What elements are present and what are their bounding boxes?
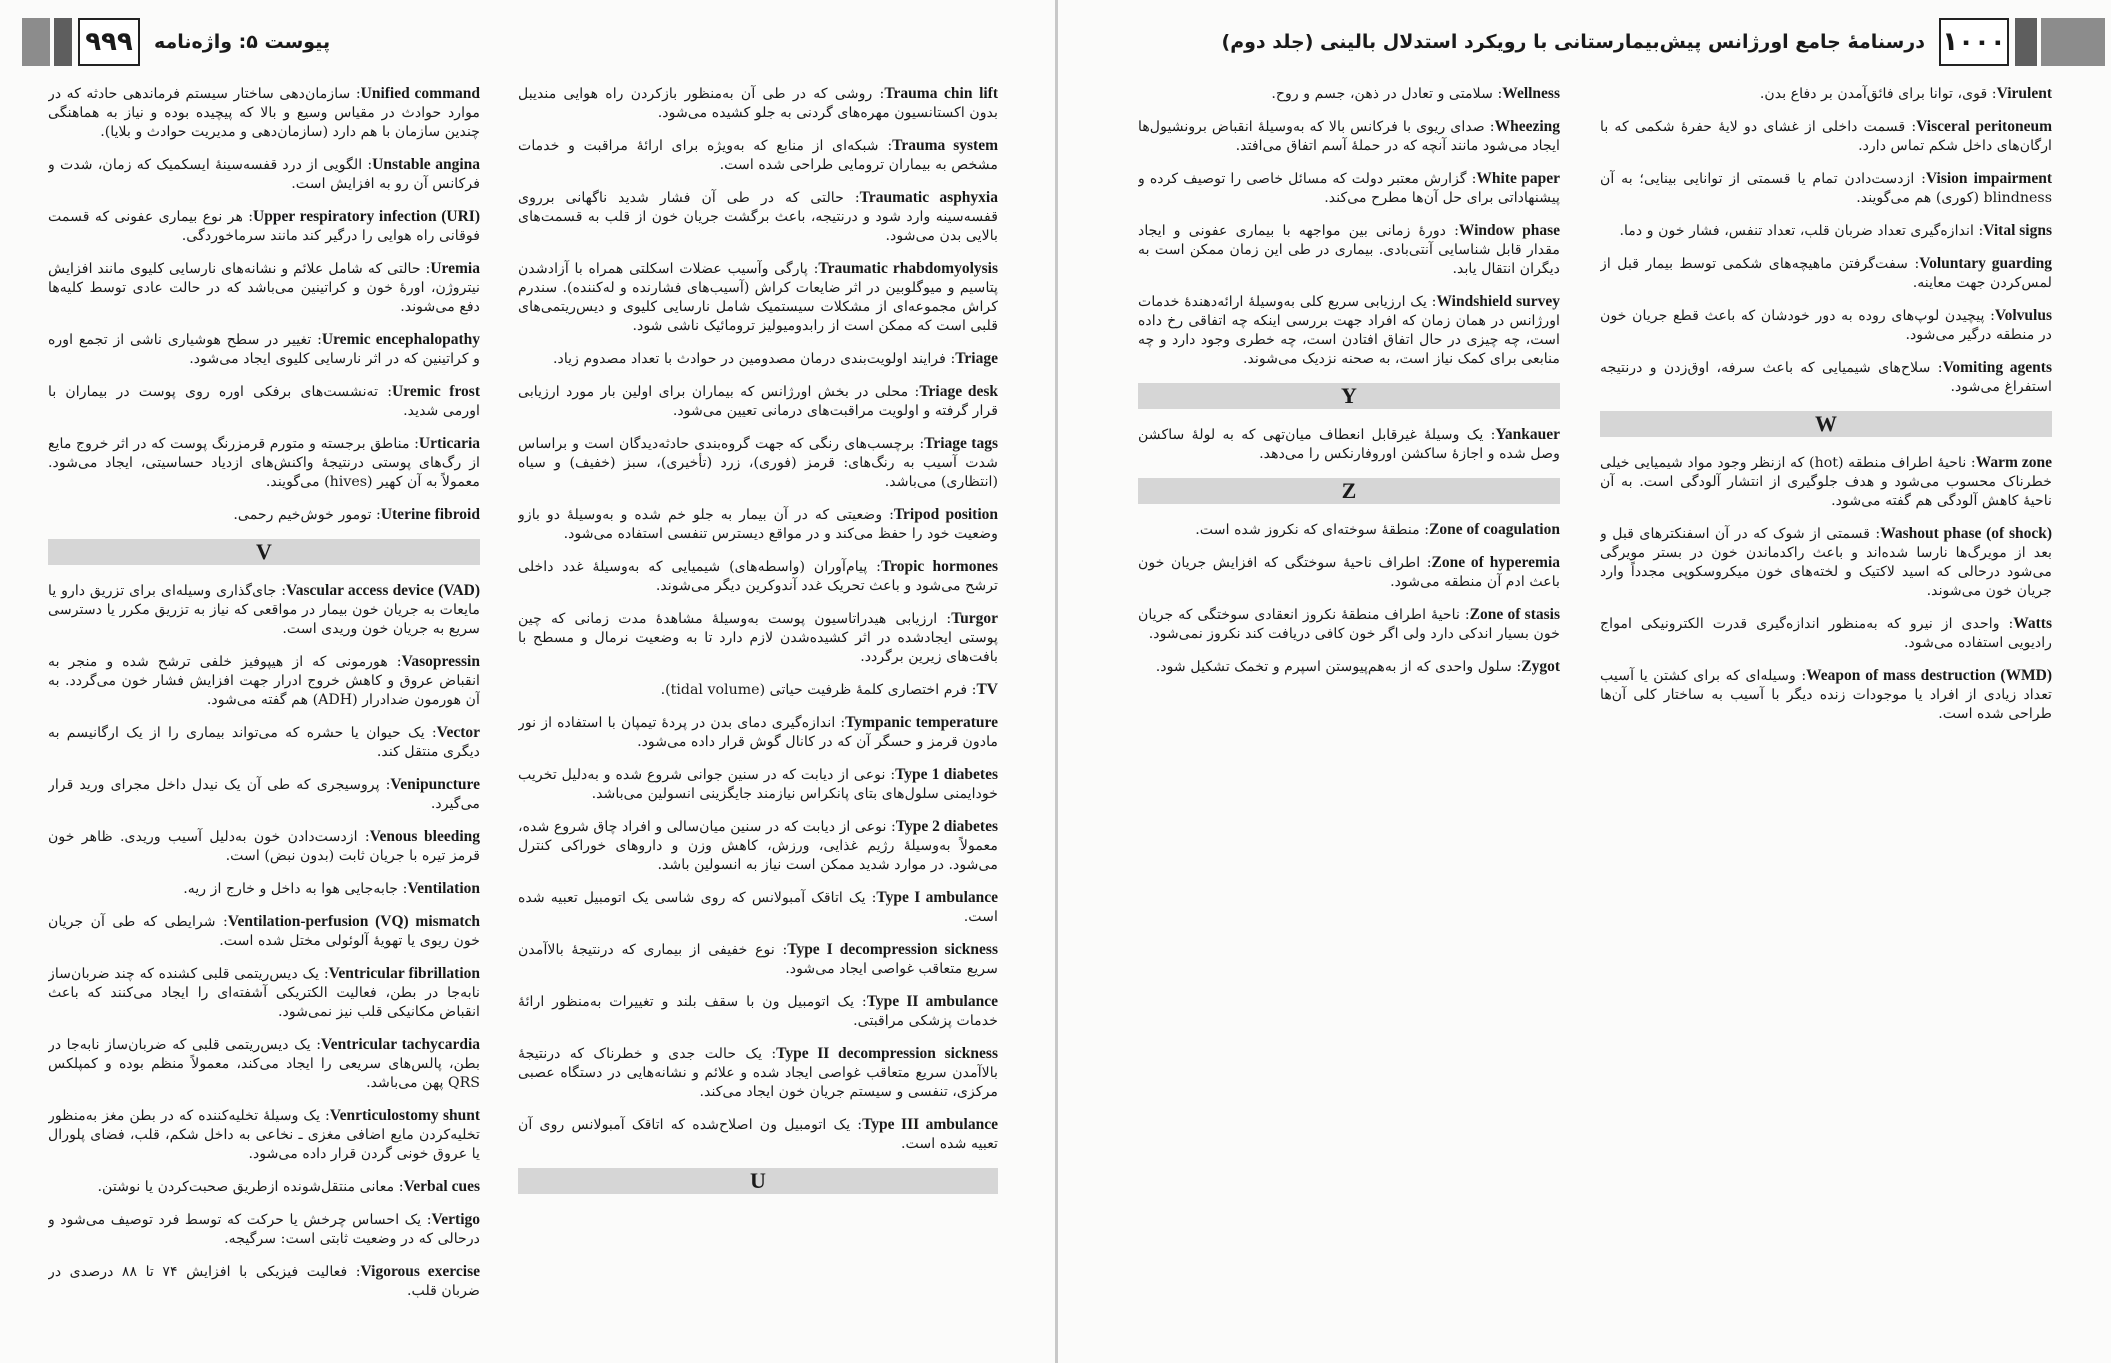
term-colon: :	[1446, 223, 1459, 239]
glossary-term: TV	[976, 681, 998, 698]
glossary-entry	[1600, 117, 2052, 156]
term-colon: :	[1973, 223, 1984, 239]
glossary-term: Window phase	[1458, 222, 1560, 239]
glossary-definition: شرایطی که طی آن جریان خون ریوی یا تهویهٔ آلوئولی مختل شده است.	[48, 914, 480, 949]
glossary-entry	[48, 382, 480, 421]
term-colon: :	[398, 881, 408, 897]
glossary-term: Type II decompression sickness	[776, 1045, 998, 1062]
glossary-entry	[48, 207, 480, 246]
glossary-term: Voluntary guarding	[1919, 255, 2052, 272]
glossary-term: Triage tags	[924, 435, 998, 452]
right-page-header	[1222, 18, 2105, 66]
glossary-entry	[48, 581, 480, 639]
glossary-entry	[1600, 666, 2052, 724]
glossary-definition: قسمت داخلی از غشای دو لایهٔ حفرهٔ شکمی که با ارگان‌های داخل شکم تماس دارد.	[1600, 119, 2052, 154]
term-colon: :	[424, 725, 437, 741]
glossary-definition: الگویی از درد قفسه‌سینهٔ ایسکمیک که زمان، شدت و فرکانس آن رو به افزایش است.	[48, 157, 480, 192]
glossary-definition: روشی که در طی آن به‌منظور بازکردن راه هوایی مندیبل بدون اکستانسیون مهره‌های گردنی به جلو کشیده می‌شود.	[518, 86, 998, 121]
glossary-entry	[518, 188, 998, 246]
glossary-definition: تومور خوش‌خیم رحمی.	[233, 507, 372, 523]
glossary-term: Tympanic temperature	[845, 714, 998, 731]
term-colon: :	[1999, 616, 2014, 632]
glossary-term: Type III ambulance	[862, 1116, 998, 1133]
glossary-definition: یک اتومبیل ون با سقف بلند و تغییرات به‌منظور ارائهٔ خدمات پزشکی مراقبتی.	[518, 994, 998, 1029]
glossary-term: Type II ambulance	[866, 993, 998, 1010]
glossary-definition: یک دیس‌ریتمی قلبی که ضربان‌ساز نابه‌جا در بطن، پالس‌های سریعی را ایجاد می‌کند، معمولاً منظم بوده و کمپلکس QRS پهن می‌باشد.	[48, 1037, 480, 1091]
glossary-term: Windshield survey	[1436, 293, 1560, 310]
glossary-definition: یک اتومبیل ون اصلاح‌شده که اتاقک آمبولانس روی آن تعبیه شده است.	[518, 1117, 998, 1152]
term-colon: :	[409, 436, 419, 452]
glossary-definition: جابه‌جایی هوا به داخل و خارج از ریه.	[183, 881, 399, 897]
glossary-entry	[48, 1262, 480, 1301]
glossary-term: Unstable angina	[372, 156, 480, 173]
glossary-entry	[1600, 254, 2052, 293]
glossary-entry	[48, 259, 480, 317]
glossary-definition: قوی، توانا برای فائق‌آمدن بر دفاع بدن.	[1759, 86, 1988, 102]
term-colon: :	[242, 209, 254, 225]
right-page	[1058, 0, 2111, 1363]
term-colon: :	[1905, 119, 1917, 135]
glossary-definition: گزارش معتبر دولت که مسائل خاصی را توصیف کرده و پیشنهاداتی برای حل آن‌ها مطرح می‌کند.	[1138, 171, 1560, 206]
term-colon: :	[1483, 427, 1496, 443]
glossary-definition: حالتی که در طی آن فشار شدید ناگهانی برروی قفسه‌سینه وارد شود و درنتیجه، باعث برگشت جریان خون از قلب به قسمت‌های بالایی بدن می‌شود.	[518, 190, 998, 244]
term-colon: :	[357, 829, 370, 845]
glossary-definition: حالتی که شامل علائم و نشانه‌های نارسایی کلیوی مانند افزایش نیتروژن، اورهٔ خون و کراتینین می‌باشد که در حالت عادی توسط کلیه‌ها دفع می‌شوند.	[48, 261, 480, 315]
term-colon: :	[310, 1037, 322, 1053]
glossary-term: Zone of stasis	[1469, 606, 1560, 623]
glossary-definition: شبکه‌ای از منابع که به‌ویژه برای ارائهٔ مراقبت و خدمات مشخص به بیماران ترومایی طراحی شده است.	[518, 138, 998, 173]
glossary-definition: نوع خفیفی از بیماری که درنتیجهٔ بالاآمدن سریع متعاقب غواصی ایجاد می‌شود.	[518, 942, 998, 977]
glossary-term: Volvulus	[1994, 307, 2052, 324]
glossary-term: Ventilation	[407, 880, 480, 897]
glossary-term: Ventricular tachycardia	[321, 1036, 480, 1053]
term-colon: :	[1987, 86, 1997, 102]
glossary-term: Traumatic rhabdomyolysis	[818, 260, 998, 277]
left-inner-column	[518, 84, 998, 1354]
term-colon: :	[774, 942, 788, 958]
glossary-definition: فرایند اولویت‌بندی درمان مصدومین در حوادث با تعداد مصدوم زیاد.	[553, 351, 946, 367]
glossary-definition: اندازه‌گیری دمای بدن در پردهٔ تیمپان با استفاده از نور مادون قرمز و حسگر آن که در کانال گوش قرار داده می‌شود.	[518, 715, 998, 750]
term-colon: :	[371, 507, 381, 523]
glossary-term: Type 2 diabetes	[895, 818, 998, 835]
glossary-definition: ازدست‌دادن تمام یا قسمتی از توانایی بینایی؛ به آن blindness (کوری) هم می‌گویند.	[1600, 171, 2052, 206]
glossary-entry	[1600, 221, 2052, 241]
glossary-entry	[1138, 520, 1560, 540]
running-title: پیوست ۵: واژه‌نامه	[154, 31, 331, 53]
glossary-entry	[1138, 657, 1560, 677]
glossary-term: Vascular access device (VAD)	[285, 582, 480, 599]
right-outer-column	[1600, 84, 2052, 1354]
term-colon: :	[835, 715, 846, 731]
glossary-term: Type I decompression sickness	[787, 941, 998, 958]
glossary-term: Uremic encephalopathy	[321, 331, 480, 348]
glossary-term: Watts	[2013, 615, 2052, 632]
glossary-definition: ته‌نشست‌های برفکی اوره روی پوست در بیماران با اورمی شدید.	[48, 384, 480, 419]
glossary-term: Vector	[436, 724, 480, 741]
header-gray-block	[22, 18, 50, 66]
term-colon: :	[311, 332, 322, 348]
right-inner-column	[1138, 84, 1560, 1354]
header-gray-block	[2041, 18, 2105, 66]
glossary-term: Tripod position	[893, 506, 998, 523]
glossary-term: Vision impairment	[1925, 170, 2052, 187]
glossary-term: Vomiting agents	[1942, 359, 2052, 376]
glossary-term: Unified command	[360, 85, 480, 102]
term-colon: :	[882, 507, 894, 523]
glossary-entry	[1600, 169, 2052, 208]
term-colon: :	[914, 436, 925, 452]
glossary-entry	[518, 609, 998, 667]
glossary-entry	[518, 680, 998, 700]
glossary-entry	[48, 964, 480, 1022]
glossary-definition: وسیله‌ای که برای کشتن یا آسیب تعداد زیادی از افراد یا موجودات زنده دیگر با آسیب به ساختار کلی آن‌ها طراحی شده است.	[1600, 668, 2052, 722]
glossary-entry	[1138, 425, 1560, 464]
glossary-term: Type I ambulance	[876, 889, 998, 906]
term-colon: :	[1511, 659, 1522, 675]
term-colon: :	[362, 157, 373, 173]
header-dark-block	[2015, 18, 2037, 66]
glossary-entry	[48, 434, 480, 492]
term-colon: :	[320, 1108, 330, 1124]
glossary-entry	[518, 505, 998, 544]
term-colon: :	[1459, 607, 1470, 623]
term-colon: :	[421, 1212, 432, 1228]
glossary-definition: ناحیهٔ اطراف منطقهٔ نکروز انعقادی سوختگی که جریان خون بسیار اندکی دارد ولی اگر خون کافی دریافت کند نکروز نمی‌شود.	[1138, 607, 1560, 642]
term-colon: :	[967, 682, 977, 698]
glossary-entry	[1138, 553, 1560, 592]
glossary-term: Triage desk	[919, 383, 998, 400]
glossary-term: Trauma system	[892, 137, 998, 154]
glossary-term: Washout phase (of shock)	[1880, 525, 2052, 542]
glossary-entry	[518, 765, 998, 804]
term-colon: :	[1984, 308, 1995, 324]
glossary-definition: هر نوع بیماری عفونی که قسمت فوقانی راه هوایی را درگیر کند مانند سرماخوردگی.	[48, 209, 480, 244]
term-colon: :	[319, 966, 329, 982]
term-colon: :	[762, 1046, 777, 1062]
glossary-entry	[1600, 358, 2052, 397]
term-colon: :	[420, 261, 431, 277]
glossary-entry	[1138, 117, 1560, 156]
term-colon: :	[1908, 256, 1920, 272]
glossary-definition: پیام‌آوران (واسطه‌های) شیمیایی که به‌وسیلهٔ غدد داخلی ترشح می‌شود و باعث تحریک غدد آندوکرین دیگر می‌شوند.	[518, 559, 998, 594]
left-outer-column	[48, 84, 480, 1354]
running-title: درسنامهٔ جامع اورژانس پیش‌بیمارستانی با رویکرد استدلال بالینی (جلد دوم)	[1221, 31, 1925, 53]
term-colon: :	[945, 351, 956, 367]
glossary-entry	[518, 992, 998, 1031]
glossary-definition: صدای ریوی با فرکانس بالا که به‌وسیلهٔ انقباض برونشیول‌ها ایجاد می‌شود مانند آنچه که در حملهٔ آسم اتفاق می‌افتد.	[1138, 119, 1560, 154]
glossary-entry	[518, 259, 998, 336]
glossary-definition: پروسیجری که طی آن یک نیدل داخل مجرای ورید قرار می‌گیرد.	[48, 777, 480, 812]
glossary-entry	[518, 434, 998, 492]
glossary-entry	[518, 382, 998, 421]
glossary-entry	[1600, 524, 2052, 601]
glossary-term: Vertigo	[431, 1211, 480, 1228]
glossary-definition: واحدی از نیرو که به‌منظور اندازه‌گیری قدرت الکترونیکی امواج رادیویی استفاده می‌شود.	[1600, 616, 2052, 651]
glossary-entry	[518, 349, 998, 369]
term-colon: :	[908, 384, 920, 400]
glossary-entry	[518, 1115, 998, 1154]
glossary-definition: پارگی وآسیب عضلات اسکلتی همراه با آزادشدن پتاسیم و میوگلوبین در اثر ضایعات کراش (آسیب‌های فشارنده و له‌کننده). سندرم کراش مجموعه‌ای از مشکلات سیستمیک شامل نارسایی کلیوی و دیس‌ریتمی‌های قلبی است که ممکن است از رابدومیولیز ترومائیک ناشی شود.	[518, 261, 998, 334]
term-colon: :	[379, 777, 391, 793]
glossary-entry	[1600, 453, 2052, 511]
glossary-definition: اندازه‌گیری تعداد ضربان قلب، تعداد تنفس، فشار خون و دما.	[1619, 223, 1974, 239]
glossary-definition: جای‌گذاری وسیله‌ای برای تزریق دارو یا مایعات به جریان خون بیمار در مواقعی که نیاز به تزریق مکرر یا دسترسی سریع به جریان خون وریدی است.	[48, 583, 480, 637]
glossary-term: Zygot	[1521, 658, 1560, 675]
glossary-term: Verbal cues	[403, 1178, 480, 1195]
glossary-term: Vigorous exercise	[360, 1263, 480, 1280]
glossary-term: Turgor	[951, 610, 998, 627]
term-colon: :	[854, 994, 867, 1010]
glossary-term: Urticaria	[418, 435, 480, 452]
glossary-definition: یک احساس چرخش یا حرکت که توسط فرد توصیف می‌شود و درحالی که در وضعیت ثابتی است: سرگیجه.	[48, 1212, 480, 1247]
glossary-entry	[518, 713, 998, 752]
glossary-term: Tropic hormones	[880, 558, 998, 575]
page-number: ۹۹۹	[78, 18, 140, 66]
term-colon: :	[1493, 86, 1503, 102]
glossary-entry	[518, 940, 998, 979]
glossary-entry	[48, 330, 480, 369]
glossary-entry	[518, 817, 998, 875]
glossary-definition: یک وسیلهٔ تخلیه‌کننده که در بطن مغز به‌منظور تخلیه‌کردن مایع اضافی مغزی ـ نخاعی به داخل شکم، قلب، فضای پلورال یا عروق خونی گردن قرار داده می‌شود.	[48, 1108, 480, 1162]
glossary-term: Upper respiratory infection (URI)	[253, 208, 480, 225]
glossary-term: Warm zone	[1975, 454, 2052, 471]
glossary-entry	[1600, 614, 2052, 653]
glossary-entry	[48, 879, 480, 899]
glossary-entry	[1600, 84, 2052, 104]
term-colon: :	[850, 1117, 863, 1133]
glossary-entry	[48, 155, 480, 194]
glossary-entry	[518, 136, 998, 175]
glossary-definition: معانی منتقل‌شونده ازطریق صحبت‌کردن یا نوشتن.	[97, 1179, 395, 1195]
glossary-entry	[518, 84, 998, 123]
glossary-entry	[48, 723, 480, 762]
term-colon: :	[350, 86, 361, 102]
glossary-definition: یک حالت جدی و خطرناک که درنتیجهٔ بالاآمدن سریع متعاقب غواصی ایجاد شده و علائم و نشانه‌هایی در دستگاه عصبی مرکزی، تنفسی و سیستم جریان خون ایجاد می‌کند.	[518, 1046, 998, 1100]
header-dark-block	[54, 18, 72, 66]
glossary-definition: سلاح‌های شیمیایی که باعث سرفه، اوق‌زدن و درنتیجه استفراغ می‌شود.	[1600, 360, 2052, 395]
glossary-definition: یک حیوان یا حشره که می‌تواند بیماری را از یک ارگانیسم به دیگری منتقل کند.	[48, 725, 480, 760]
term-colon: :	[1795, 668, 1807, 684]
left-page	[0, 0, 1055, 1363]
glossary-term: Ventilation-perfusion (VQ) mismatch	[227, 913, 480, 930]
term-colon: :	[1426, 294, 1437, 310]
term-colon: :	[1914, 171, 1926, 187]
term-colon: :	[347, 1264, 361, 1280]
glossary-definition: منطقهٔ سوخته‌ای که نکروز شده است.	[1195, 522, 1420, 538]
glossary-term: Zone of hyperemia	[1431, 554, 1560, 571]
glossary-definition: سلول واحدی که از به‌هم‌پیوستن اسپرم و تخمک تشکیل شود.	[1155, 659, 1512, 675]
glossary-entry	[48, 912, 480, 951]
term-colon: :	[378, 384, 393, 400]
glossary-term: Wheezing	[1494, 118, 1560, 135]
section-letter: W	[1600, 411, 2052, 437]
term-colon: :	[878, 138, 893, 154]
term-colon: :	[215, 914, 228, 930]
glossary-entry	[48, 775, 480, 814]
glossary-definition: اطراف ناحیهٔ سوختگی که افزایش جریان خون باعث ادم آن منطقه می‌شود.	[1138, 555, 1560, 590]
glossary-term: Ventricular fibrillation	[328, 965, 480, 982]
glossary-definition: هورمونی که از هیپوفیز خلفی ترشح شده و منجر به انقباض عروق و کاهش خروج ادرار جهت افزایش فشار خون می‌گردد. به آن هورمون ضدادرار (ADH) هم گفته می‌شود.	[48, 654, 480, 708]
glossary-term: Venrticulostomy shunt	[329, 1107, 480, 1124]
term-colon: :	[1466, 171, 1477, 187]
term-colon: :	[387, 654, 402, 670]
glossary-term: Type 1 diabetes	[895, 766, 998, 783]
glossary-term: Wellness	[1502, 85, 1560, 102]
glossary-entry	[1138, 292, 1560, 369]
glossary-entry	[1138, 169, 1560, 208]
glossary-term: Visceral peritoneum	[1916, 118, 2052, 135]
glossary-entry	[48, 84, 480, 142]
glossary-entry	[518, 1044, 998, 1102]
glossary-entry	[48, 827, 480, 866]
glossary-term: Trauma chin lift	[884, 85, 998, 102]
glossary-definition: مناطق برجسته و متورم قرمزرنگ پوست که در اثر خروج مایع از رگ‌های پوستی درنتیجهٔ واکنش‌های ازدیاد حساسیتی، ایجاد می‌شود. معمولاً به آن کهیر (hives) می‌گویند.	[48, 436, 480, 490]
section-letter: Z	[1138, 478, 1560, 504]
glossary-term: Traumatic asphyxia	[859, 189, 998, 206]
glossary-term: Venous bleeding	[369, 828, 480, 845]
glossary-term: Weapon of mass destruction (WMD)	[1806, 667, 2052, 684]
term-colon: :	[807, 261, 819, 277]
glossary-definition: نوعی از دیابت که در سنین جوانی شروع شده و به‌دلیل تخریب خودایمنی سلول‌های بتای پانکراس نیازمند جایگزینی انسولین می‌باشد.	[518, 767, 998, 802]
glossary-definition: فعالیت فیزیکی با افزایش ۷۴ تا ۸۸ درصدی در ضربان قلب.	[48, 1264, 480, 1299]
glossary-definition: ناحیهٔ اطراف منطقه (hot) که ازنظر وجود مواد شیمیایی خیلی خطرناک محسوب می‌شود و هدف جلوگیری از انتشار آلودگی است. به آن ناحیهٔ کاهش آلودگی هم گفته می‌شود.	[1600, 455, 2052, 509]
left-page-header	[22, 18, 330, 66]
glossary-definition: یک دیس‌ریتمی قلبی کشنده که چند ضربان‌ساز نابه‌جا در بطن، فعالیت الکتریکی آشفته‌ای را ایجاد می‌کنند که باعث انقباض مکانیکی قلب نیز نمی‌شود.	[48, 966, 480, 1020]
glossary-definition: پیچیدن لوپ‌های روده به دور خودشان که باعث قطع جریان خون در منطقه درگیر می‌شود.	[1600, 308, 2052, 343]
glossary-term: Uterine fibroid	[380, 506, 480, 523]
glossary-term: Vasopressin	[401, 653, 480, 670]
glossary-entry	[48, 1035, 480, 1093]
term-colon: :	[1930, 360, 1943, 376]
glossary-entry	[48, 1106, 480, 1164]
glossary-definition: ارزیابی هیدراتاسیون پوست به‌وسیلهٔ مشاهدهٔ مدت زمانی که چین پوستی ایجادشده در اثر کشیده‌شدن لازم دارد تا به وضعیت نرمال و مسطح با بافت‌های زیرین برگردد.	[518, 611, 998, 665]
section-letter: U	[518, 1168, 998, 1194]
term-colon: :	[937, 611, 952, 627]
glossary-term: White paper	[1476, 170, 1560, 187]
glossary-definition: یک وسیلهٔ غیرقابل انعطاف میان‌تهی که به لولهٔ ساکشن وصل شده و اجازهٔ ساکشن اوروفارنکس را می‌دهد.	[1138, 427, 1560, 462]
glossary-definition: قسمتی از شوک که در آن اسفنکترهای قبل و بعد از مویرگ‌ها نارسا شده‌اند و باعث راکدماندن خون در بستر مویرگی می‌شود درحالی که اسید لاکتیک و لخته‌های خون میکروسکوپی مجدداً وارد جریان خون می‌شوند.	[1600, 526, 2052, 599]
glossary-term: Uremic frost	[392, 383, 480, 400]
term-colon: :	[394, 1179, 404, 1195]
glossary-entry	[48, 505, 480, 525]
glossary-term: Virulent	[1996, 85, 2052, 102]
glossary-entry	[1138, 221, 1560, 279]
glossary-entry	[48, 1210, 480, 1249]
glossary-definition: نوعی از دیابت که در سنین میان‌سالی و افراد چاق شروع شده، معمولاً به‌وسیلهٔ رژیم غذایی، ورزش، کاهش وزن و داروهای خوراکی کنترل می‌شود. در موارد شدید ممکن است نیاز به انسولین باشد.	[518, 819, 998, 873]
glossary-term: Vital signs	[1983, 222, 2052, 239]
term-colon: :	[885, 767, 896, 783]
glossary-definition: یک ارزیابی سریع کلی به‌وسیلهٔ ارائه‌دهندهٔ خدمات اورژانس در همان زمان که افراد جهت بررسی اینکه چه اتفاقی رخ داده است، چه چیزی در حال اتفاق افتادن است، چه خطری وجود دارد و چه منابعی برای کمک نیاز است، به صحنه نزدیک می‌شوند.	[1138, 294, 1560, 367]
glossary-definition: سلامتی و تعادل در ذهن، جسم و روح.	[1271, 86, 1493, 102]
glossary-entry	[48, 652, 480, 710]
glossary-definition: وضعیتی که در آن بیمار به جلو خم شده و به‌وسیلهٔ دو بازو وضعیت خود را حفظ می‌کند و در مواقع دیسترس تنفسی استفاده می‌شود.	[518, 507, 998, 542]
glossary-definition: دورهٔ زمانی بین مواجهه با بیماری عفونی و ایجاد مقدار قابل شناسایی آنتی‌بادی. بیماری در طی این زمان ممکن است به دیگران انتقال یابد.	[1138, 223, 1560, 277]
glossary-definition: یک اتاقک آمبولانس که روی شاسی یک اتومبیل تعبیه شده است.	[518, 890, 998, 925]
glossary-term: Yankauer	[1495, 426, 1560, 443]
term-colon: :	[1966, 455, 1976, 471]
term-colon: :	[276, 583, 286, 599]
glossary-entry	[1600, 306, 2052, 345]
term-colon: :	[1870, 526, 1881, 542]
term-colon: :	[1419, 522, 1430, 538]
glossary-term: Triage	[955, 350, 998, 367]
glossary-term: Zone of coagulation	[1429, 521, 1560, 538]
term-colon: :	[843, 190, 860, 206]
glossary-definition: سفت‌گرفتن ماهیچه‌های شکمی توسط بیمار قبل از لمس‌کردن جهت معاینه.	[1600, 256, 2052, 291]
glossary-definition: برچسب‌های رنگی که جهت گروه‌بندی حادثه‌دیدگان است و براساس شدت آسیب به رنگ‌های: قرمز (فوری)، زرد (تأخیری)، سبز (خفیف) و سیاه (انتظاری) می‌باشد.	[518, 436, 998, 490]
term-colon: :	[1420, 555, 1432, 571]
glossary-definition: فرم اختصاری کلمهٔ ظرفیت حیاتی (tidal volume).	[660, 682, 968, 698]
glossary-entry	[1138, 605, 1560, 644]
glossary-term: Uremia	[430, 260, 480, 277]
glossary-term: Venipuncture	[390, 776, 480, 793]
glossary-entry	[48, 1177, 480, 1197]
term-colon: :	[886, 819, 896, 835]
term-colon: :	[867, 559, 881, 575]
term-colon: :	[865, 890, 877, 906]
glossary-definition: محلی در بخش اورژانس که بیماران برای اولین بار مورد ارزیابی قرار گرفته و اولویت مراقبت‌های درمانی تعیین می‌شود.	[518, 384, 998, 419]
section-letter: Y	[1138, 383, 1560, 409]
term-colon: :	[872, 86, 885, 102]
glossary-entry	[1138, 84, 1560, 104]
glossary-entry	[518, 557, 998, 596]
term-colon: :	[1484, 119, 1495, 135]
glossary-definition: تغییر در سطح هوشیاری ناشی از تجمع اوره و کراتینین که در اثر نارسایی کلیوی ایجاد می‌شود.	[48, 332, 480, 367]
section-letter: V	[48, 539, 480, 565]
glossary-definition: سازمان‌دهی ساختار سیستم فرماندهی حادثه که در موارد حوادث در مقیاس وسیع و بالا که پیچیده بوده و نیاز به هماهنگی چندین سازمان با هم دارد (سازمان‌دهی و مدیریت حوادث و بلایا).	[48, 86, 480, 140]
glossary-entry	[518, 888, 998, 927]
glossary-definition: ازدست‌دادن خون به‌دلیل آسیب وریدی. ظاهر خون قرمز تیره با جریان ثابت (بدون نبض) است.	[48, 829, 480, 864]
page-number: ۱۰۰۰	[1939, 18, 2009, 66]
